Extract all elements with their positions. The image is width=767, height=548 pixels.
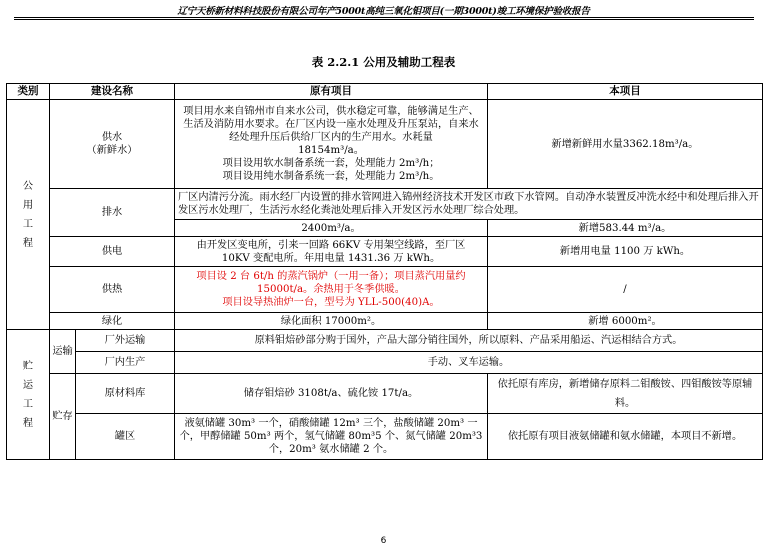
water-original-l3: 项目设用软水制备系统一套，处理能力 2m³/h； [222,158,440,169]
page-number: 6 [380,536,387,546]
category-public: 公 用 工 程 [7,100,50,330]
power-current: 新增用电量 1100 万 kWh。 [488,237,763,267]
drain-original: 2400m³/a。 [175,220,488,237]
name-store-raw: 原材料库 [76,374,175,414]
name-green: 绿化 [50,313,175,330]
table-header-row [7,84,763,100]
green-current: 新增 6000m²。 [488,313,763,330]
col-category: 类别 [7,84,50,100]
green-original: 绿化面积 17000m²。 [175,313,488,330]
group-transport: 运输 [50,330,76,374]
heat-current: / [488,267,763,313]
col-name: 建设名称 [50,84,175,100]
heat-original-l2: 项目设导热油炉一台，型号为 YLL-500(40)A。 [222,297,440,308]
row-transport-inside [7,352,763,374]
row-green [7,313,763,330]
name-heat: 供热 [50,267,175,313]
water-original-l2: 18154m³/a。 [298,145,364,156]
store-raw-original: 储存钼焙砂 3108t/a、硫化铵 17t/a。 [175,374,488,414]
water-original-l4: 项目设用纯水制备系统一套，处理能力 2m³/h。 [222,171,440,182]
drain-desc: 厂区内清污分流。雨水经厂内设置的排水管网进入锦州经济技术开发区市政下水管网。自动净水装置反冲洗水经中和处理后排入开发区污水处理厂，生活污水经化粪池处理后排入开发区污水处理厂综合处理。 [175,189,763,220]
row-store-tank [7,414,763,460]
row-transport-outside [7,330,763,352]
water-current: 新增新鲜用水量3362.18m³/a。 [488,100,763,189]
store-tank-original: 液氨储罐 30m³ 一个，硝酸储罐 12m³ 三个，盐酸储罐 20m³ 一个，甲醇储罐 50m³ 两个，氢气储罐 80m³5 个、氮气储罐 20m³3 个，20m³ 氨水储罐 2 个。 [175,414,488,460]
row-power [7,237,763,267]
row-store-raw [7,374,763,414]
name-store-tank: 罐区 [76,414,175,460]
name-water: 供水 （新鲜水） [50,100,175,189]
heat-original [175,267,488,313]
drain-current: 新增583.44 m³/a。 [488,220,763,237]
heat-original-l1: 项目设 2 台 6t/h 的蒸汽锅炉（一用一备）；项目蒸汽用量约 15000t/a。余热用于冬季供暖。 [196,271,466,295]
row-drain-desc [7,189,763,220]
header-rule-double [14,19,754,20]
name-transport-outside: 厂外运输 [76,330,175,352]
water-original-l1: 项目用水来自锦州市自来水公司，供水稳定可靠，能够满足生产、生活及消防用水要求。在厂区内设一座水处理及升压泵站，自来水经处理升压后供给厂区内的生产用水。水耗量 [183,106,479,143]
table-title: 表 2.2.1 公用及辅助工程表 [311,55,456,69]
category-storage: 贮 运 工 程 [7,330,50,460]
name-transport-inside: 厂内生产 [76,352,175,374]
col-original: 原有项目 [175,84,488,100]
group-store: 贮存 [50,374,76,460]
name-power: 供电 [50,237,175,267]
transport-outside-desc: 原料钼焙砂部分购于国外，产品大部分销往国外，所以原料、产品采用船运、汽运相结合方式。 [175,330,763,352]
name-drain: 排水 [50,189,175,237]
row-heat [7,267,763,313]
power-original: 由开发区变电所，引来一回路 66KV 专用架空线路，至厂区 10KV 变配电所。年用电量 1431.36 万 kWh。 [175,237,488,267]
store-tank-current: 依托原有项目液氨储罐和氨水储罐，本项目不新增。 [488,414,763,460]
row-water [7,100,763,189]
header-rule [14,17,754,18]
transport-inside-desc: 手动、叉车运输。 [175,352,763,374]
col-current: 本项目 [488,84,763,100]
water-original [175,100,488,189]
utilities-table [6,83,763,460]
store-raw-current: 依托原有库房，新增储存原料二钼酸铵、四钼酸铵等原辅料。 [488,374,763,414]
document-header: 辽宁天桥新材料科技股份有限公司年产5000t高纯三氧化钼项目(一期3000t)竣工环境保护验收报告 [177,6,590,17]
